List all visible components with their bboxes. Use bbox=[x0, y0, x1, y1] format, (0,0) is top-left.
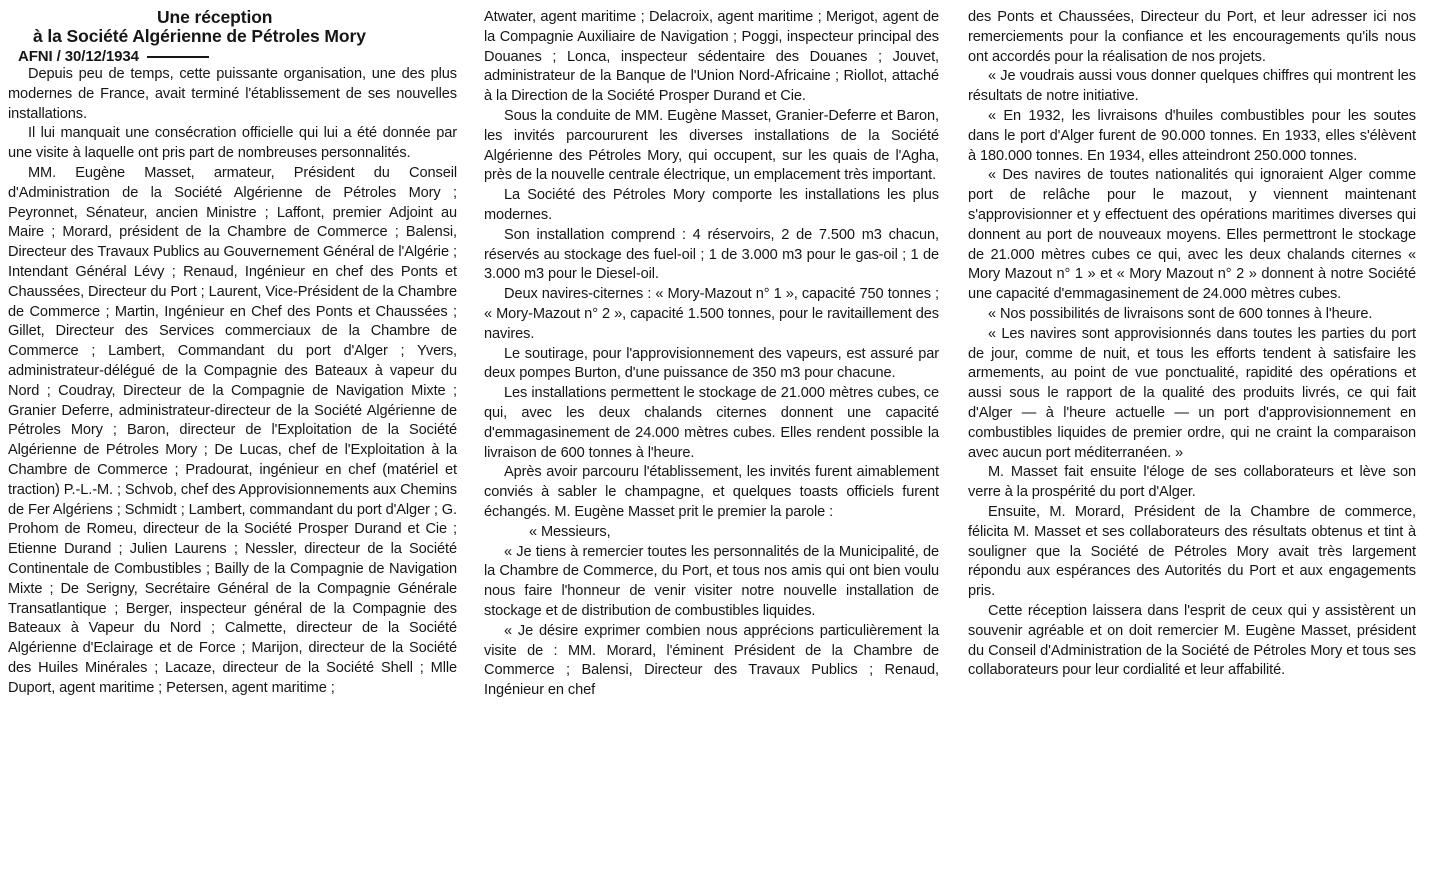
paragraph: Depuis peu de temps, cette puissante organisation, une des plus modernes de France, avait terminé l'établissement de ses nouvelles installations. bbox=[8, 66, 457, 122]
paragraph: Son installation comprend : 4 réservoirs, 2 de 7.500 m3 chacun, réservés au stockage des fuel-oil ; 1 de 3.000 m3 pour le gas-oil ; 1 de 3.000 m3 pour le Diesel-oil. bbox=[484, 226, 939, 283]
paragraph: des Ponts et Chaussées, Directeur du Port, et leur adresser ici nos remerciements pour la confiance et les encouragements qu'ils nous ont accordés pour la réalisation de nos projets. bbox=[968, 9, 1416, 65]
paragraph: « Je voudrais aussi vous donner quelques chiffres qui montrent les résultats de notre initiative. bbox=[968, 68, 1416, 105]
source-line bbox=[18, 48, 457, 65]
paragraph: MM. Eugène Masset, armateur, Président du Conseil d'Administration de la Société Algérienne de Pétroles Mory ; Peyronnet, Sénateur, ancien Ministre ; Laffont, premier Adjoint au Maire ; Morard, président de la Chambre de Commerce ; Balensi, Directeur des Travaux Publics au Gouvernement Général de l'Algérie ; Intendant Général Lévy ; Renaud, Ingénieur en chef des Ponts et Chaussées, Directeur du Port ; Laurent, Vice-Président de la Chambre de Commerce ; Martin, Ingénieur en Chef des Ponts et Chaussées ; Gillet, Directeur des Services commerciaux de la Chambre de Commerce ; Lambert, Commandant du port d'Alger ; Yvers, administrateur-délégué de la Compagnie des Bateaux à vapeur du Nord ; Coudray, Directeur de la Compagnie de Navigation Mixte ; Granier Deferre, administrateur-directeur de la Société Algérienne de Pétroles Mory ; Baron, directeur de l'Exploitation de la Société Algérienne de Pétroles Mory ; De Lucas, chef de l'Exploitation à la Chambre de Commerce ; Pradourat, ingénieur en chef (matériel et traction) P.-L.-M. ; Schvob, chef des Approvisionnements aux Chemins de Fer Algériens ; Schmidt ; Lambert, commandant du port d'Alger ; G. Prohom de Romeu, directeur de la Société Prosper Durand et Cie ; Etienne Durand ; Julien Laurens ; Nessler, directeur de la Société Continentale de Combustibles ; Bailly de la Compagnie de Navigation Mixte ; De Serigny, Secrétaire Général de la Compagnie Générale Transatlantique ; Berger, inspecteur général de la Compagnie des Bateaux à Vapeur du Nord ; Calmette, directeur de la Société Algérienne d'Eclairage et de Force ; Marijon, directeur de la Société des Huiles Minérales ; Lacaze, directeur de la Société Shell ; Mlle Duport, agent maritime ; Petersen, agent maritime ; bbox=[8, 164, 457, 696]
paragraph: « Les navires sont approvisionnés dans toutes les parties du port de jour, comme de nuit, et tous les efforts tendent à satisfaire les armements, au point de vue ponctualité, rapidité des opérations et aussi sous le rapport de la qualité des produits livrés, ce qui fait d'Alger — à l'heure actuelle — un port d'approvisionnement en combustibles liquides de premier ordre, qui ne craint la comparaison avec aucun port méditerranéen. » bbox=[968, 325, 1416, 461]
title-line-1: Une réception bbox=[157, 7, 273, 27]
source-date: AFNI / 30/12/1934 bbox=[18, 48, 139, 65]
paragraph: « Nos possibilités de livraisons sont de 600 tonnes à l'heure. bbox=[988, 305, 1373, 322]
paragraph: Ensuite, M. Morard, Président de la Chambre de commerce, félicita M. Masset et ses collaborateurs des résultats obtenus et tint à souligner que la Société de Pétroles Mory avait très largement répondu aux espérances des Autorités du Port et aux engagements pris. bbox=[968, 503, 1416, 600]
paragraph: Les installations permettent le stockage de 21.000 mètres cubes, ce qui, avec les deux chalands citernes donnent une capacité d'emmagasinement de 24.000 mètres cubes. Elles rendent possible la livraison de 600 tonnes à l'heure. bbox=[484, 385, 939, 461]
article-title bbox=[33, 8, 457, 46]
title-line-2: à la Société Algérienne de Pétroles Mory bbox=[33, 26, 366, 46]
column-2 bbox=[484, 8, 939, 701]
paragraph: Le soutirage, pour l'approvisionnement des vapeurs, est assuré par deux pompes Burton, d'une puissance de 350 m3 pour chacune. bbox=[484, 345, 939, 382]
paragraph: « En 1932, les livraisons d'huiles combustibles pour les soutes dans le port d'Alger furent de 90.000 tonnes. En 1933, elles s'élèvent à 180.000 tonnes. En 1934, elles atteindront 250.000 tonnes. bbox=[968, 107, 1416, 164]
paragraph: Cette réception laissera dans l'esprit de ceux qui y assistèrent un souvenir agréable et on doit remercier M. Eugène Masset, président du Conseil d'Administration de la Société de Pétroles Mory et tous ses collaborateurs pour leur cordialité et leur affabilité. bbox=[968, 602, 1416, 679]
paragraph: Sous la conduite de MM. Eugène Masset, Granier-Deferre et Baron, les invités parcoururent les diverses installations de la Société Algérienne des Pétroles Mory, qui occupent, sur les quais de l'Agha, près de la nouvelle centrale électrique, un emplacement très important. bbox=[484, 107, 939, 184]
paragraph: La Société des Pétroles Mory comporte les installations les plus modernes. bbox=[484, 187, 939, 223]
paragraph: Deux navires-citernes : « Mory-Mazout n° 1 », capacité 750 tonnes ; « Mory-Mazout n° 2 », capacité 1.500 tonnes, pour le ravitaillement des navires. bbox=[484, 286, 939, 342]
paragraph: Atwater, agent maritime ; Delacroix, agent maritime ; Merigot, agent de la Compagnie Auxiliaire de Navigation ; Poggi, inspecteur principal des Douanes ; Lonca, inspecteur sédentaire des Douanes ; Jouvet, administrateur de la Banque de l'Union Nord-Africaine ; Riollot, attaché à la Direction de la Société Prosper Durand et Cie. bbox=[484, 9, 939, 105]
paragraph: M. Masset fait ensuite l'éloge de ses collaborateurs et lève son verre à la prospérité du port d'Alger. bbox=[968, 464, 1416, 501]
column-3 bbox=[968, 8, 1416, 681]
paragraph: « Des navires de toutes nationalités qui ignoraient Alger comme port de relâche pour le mazout, y viennent maintenant s'approvisionner et y effectuent des opérations maritimes diverses qui donnent au port de nouveaux moyens. Elles permettront le stockage de 21.000 mètres cubes ce qui, avec les deux chalands citernes « Mory Mazout n° 1 » et « Mory Mazout n° 2 » donnent à notre Société une capacité d'emmagasinement de 24.000 mètres cubes. bbox=[968, 167, 1416, 303]
salutation: « Messieurs, bbox=[529, 523, 611, 540]
paragraph: Après avoir parcouru l'établissement, les invités furent aimablement conviés à sabler le champagne, et quelques toasts officiels furent échangés. M. Eugène Masset prit le premier la parole : bbox=[484, 464, 939, 520]
title-rule bbox=[147, 56, 209, 58]
column-1 bbox=[8, 8, 457, 699]
paragraph: « Je désire exprimer combien nous apprécions particulièrement la visite de : MM. Morard, l'éminent Président de la Chambre de Commerce ; Balensi, Directeur des Travaux Publics ; Renaud, Ingénieur en chef bbox=[484, 622, 939, 699]
paragraph: « Je tiens à remercier toutes les personnalités de la Municipalité, de la Chambre de Commerce, du Port, et tous nos amis qui ont bien voulu nous faire l'honneur de venir visiter notre nouvelle installation de stockage et de distribution de combustibles liquides. bbox=[484, 543, 939, 619]
paragraph: Il lui manquait une consécration officielle qui lui a été donnée par une visite à laquelle ont pris part de nombreuses personnalités. bbox=[8, 125, 457, 162]
